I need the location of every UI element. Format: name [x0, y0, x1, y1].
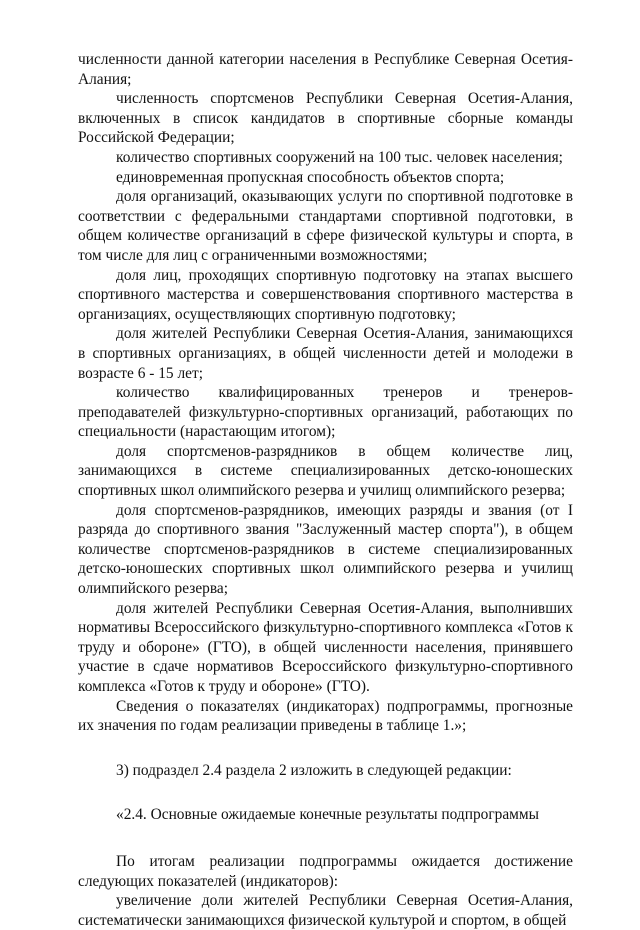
paragraph-10: доля спортсменов-разрядников, имеющих разряды и звания (от I разряда до спортивного звания "Заслуженный мастер спорта"), в общем количестве спортсменов-разрядников в системе специализированных детско-юношеских спортивных школ олимпийского резерва и училищ олимпийского резерва;	[78, 501, 573, 598]
document-page	[78, 50, 573, 930]
paragraph-15: По итогам реализации подпрограммы ожидается достижение следующих показателей (индикаторов):	[78, 852, 573, 890]
paragraph-3: количество спортивных сооружений на 100 тыс. человек населения;	[116, 148, 563, 166]
paragraph-5: доля организаций, оказывающих услуги по спортивной подготовке в соответствии с федеральными стандартами спортивной подготовки, в общем количестве организаций в сфере физической культуры и спорта, в том числе для лиц с ограниченными возможностями;	[78, 188, 573, 264]
paragraph-8: количество квалифицированных тренеров и тренеров-преподавателей физкультурно-спортивных организаций, работающих по специальности (нарастающим итогом);	[78, 384, 573, 441]
paragraph-1: численности данной категории населения в Республике Северная Осетия-Алания;	[78, 51, 573, 88]
paragraph-4: единовременная пропускная способность объектов спорта;	[116, 168, 505, 186]
paragraph-9: доля спортсменов-разрядников в общем количестве лиц, занимающихся в системе специализированных детско-юношеских спортивных школ олимпийского резерва и училищ олимпийского резерва;	[78, 442, 573, 500]
paragraph-2: численность спортсменов Республики Северная Осетия-Алания, включенных в список кандидатов в спортивные сборные команды Российской Федерации;	[78, 90, 573, 147]
paragraph-7: доля жителей Республики Северная Осетия-Алания, занимающихся в спортивных организациях, в общей численности детей и молодежи в возрасте 6 - 15 лет;	[78, 325, 573, 382]
amendment-item: 3) подраздел 2.4 раздела 2 изложить в следующей редакции:	[116, 761, 512, 779]
section-heading: «2.4. Основные ожидаемые конечные результаты подпрограммы	[116, 806, 539, 824]
paragraph-11: доля жителей Республики Северная Осетия-Алания, выполнивших нормативы Всероссийского физкультурно-спортивного комплекса «Готов к труду и обороне» (ГТО), в общей численности населения, принявшего участие в сдаче нормативов Всероссийского физкультурно-спортивного комплекса «Готов к труду и обороне» (ГТО).	[78, 599, 573, 695]
paragraph-6: доля лиц, проходящих спортивную подготовку на этапах высшего спортивного мастерства и совершенствования спортивного мастерства в организациях, осуществляющих спортивную подготовку;	[78, 266, 573, 323]
paragraph-12: Сведения о показателях (индикаторах) подпрограммы, прогнозные их значения по годам реализации приведены в таблице 1.»;	[78, 697, 573, 735]
paragraph-16: увеличение доли жителей Республики Северная Осетия-Алания, систематически занимающихся физической культурой и спортом, в общей	[78, 892, 573, 929]
